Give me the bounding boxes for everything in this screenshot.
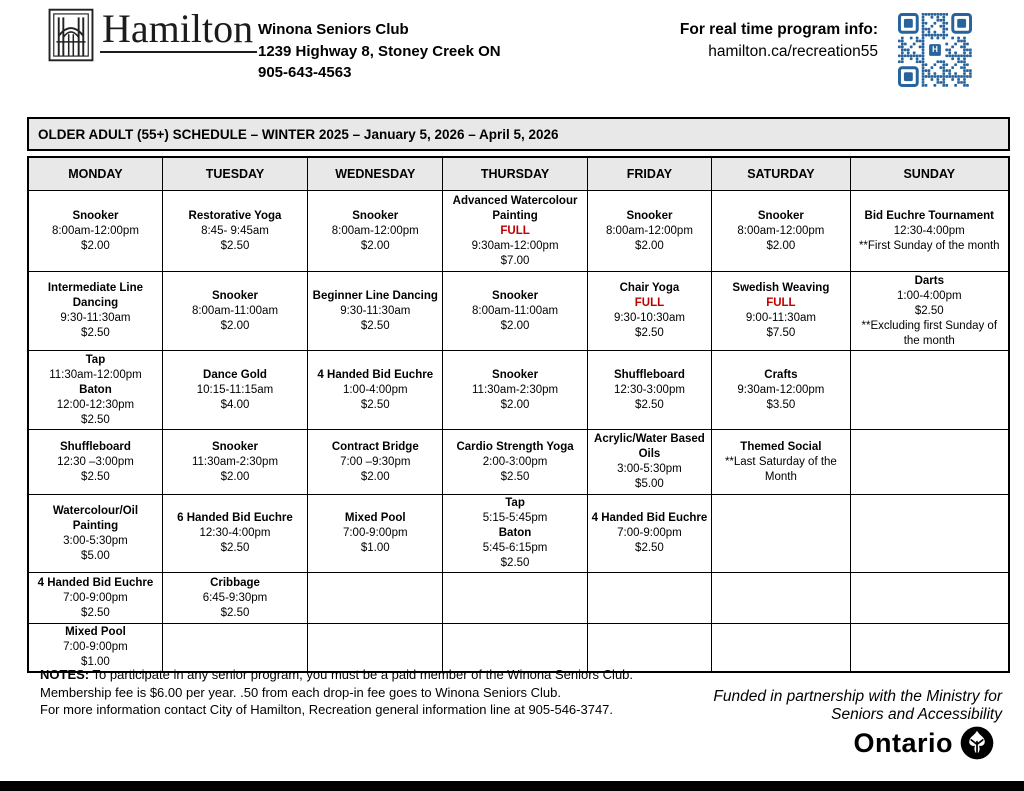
activity-price: $2.50 bbox=[81, 413, 110, 426]
schedule-cell-monday-3 bbox=[28, 351, 162, 430]
activity-price: $2.00 bbox=[766, 239, 796, 252]
schedule-cell-saturday-2 bbox=[712, 272, 850, 351]
schedule-cell-wednesday-1 bbox=[308, 191, 443, 272]
schedule-row-1 bbox=[28, 191, 1009, 272]
qr-code-icon bbox=[898, 13, 972, 87]
activity-time: 8:00am-11:00am bbox=[191, 304, 279, 317]
schedule-title: OLDER ADULT (55+) SCHEDULE – WINTER 2025 – January 5, 2026 – April 5, 2026 bbox=[27, 117, 1010, 151]
activity-time: 12:30 –3:00pm bbox=[57, 455, 134, 468]
activity-name: Intermediate Line Dancing bbox=[47, 282, 144, 309]
schedule-cell-wednesday-3 bbox=[308, 351, 443, 430]
activity-time: 5:15-5:45pm bbox=[482, 512, 548, 524]
activity-name: Snooker bbox=[211, 289, 258, 302]
day-header-wednesday: WEDNESDAY bbox=[308, 157, 443, 191]
schedule-cell-saturday-4 bbox=[712, 430, 850, 495]
activity-price: $5.00 bbox=[81, 549, 110, 562]
activity-time: 12:30-3:00pm bbox=[613, 383, 685, 396]
activity-price: $2.50 bbox=[220, 239, 250, 252]
day-header-sunday: SUNDAY bbox=[850, 157, 1009, 191]
activity-price: $7.00 bbox=[500, 254, 530, 267]
schedule-cell-thursday-7 bbox=[443, 624, 587, 673]
activity-name: Chair Yoga bbox=[619, 282, 680, 294]
activity-name: Baton bbox=[79, 383, 112, 396]
activity-name: Snooker bbox=[352, 209, 399, 222]
schedule-cell-thursday-2 bbox=[443, 272, 587, 351]
activity-name: Snooker bbox=[492, 289, 539, 302]
day-header-friday: FRIDAY bbox=[587, 157, 712, 191]
activity-price: $2.50 bbox=[635, 542, 664, 554]
schedule-cell-tuesday-4 bbox=[162, 430, 307, 495]
page-bottom-bar bbox=[0, 781, 1024, 791]
schedule-cell-tuesday-6 bbox=[162, 573, 307, 624]
activity-price: $1.00 bbox=[81, 656, 110, 668]
schedule-cell-friday-4 bbox=[587, 430, 712, 495]
activity-name: 4 Handed Bid Euchre bbox=[591, 512, 708, 524]
activity-time: 7:00-9:00pm bbox=[63, 591, 128, 604]
notes-block bbox=[40, 666, 685, 719]
club-phone: 905-643-4563 bbox=[258, 64, 352, 81]
full-badge: FULL bbox=[634, 297, 665, 309]
schedule-cell-monday-1 bbox=[28, 191, 162, 272]
activity-time: 8:00am-12:00pm bbox=[51, 224, 139, 237]
schedule-row-4 bbox=[28, 430, 1009, 495]
activity-price: $2.50 bbox=[81, 606, 110, 619]
activity-price: $2.50 bbox=[914, 304, 944, 317]
funded-line-2: Seniors and Accessibility bbox=[831, 705, 1002, 723]
schedule-cell-sunday-6 bbox=[850, 573, 1009, 624]
schedule-cell-wednesday-4 bbox=[308, 430, 443, 495]
activity-time: 11:30am-12:00pm bbox=[49, 368, 142, 381]
schedule-cell-friday-1 bbox=[587, 191, 712, 272]
activity-name: Acrylic/Water Based Oils bbox=[594, 433, 705, 460]
schedule-cell-tuesday-2 bbox=[162, 272, 307, 351]
activity-name: Tap bbox=[85, 353, 106, 366]
activity-time: 8:00am-12:00pm bbox=[331, 224, 419, 237]
activity-note: **Last Saturday of the Month bbox=[724, 455, 837, 483]
activity-note: **Excluding first Sunday of the month bbox=[861, 319, 998, 347]
notes-line-3: For more information contact City of Hamilton, Recreation general information line at 905-546-3747. bbox=[40, 702, 614, 717]
activity-name: 4 Handed Bid Euchre bbox=[317, 368, 434, 381]
activity-name: Snooker bbox=[757, 209, 804, 222]
schedule-row-7 bbox=[28, 624, 1009, 673]
activity-time: 9:30-11:30am bbox=[60, 312, 131, 324]
schedule-cell-thursday-5 bbox=[443, 495, 587, 573]
trillium-icon bbox=[960, 726, 994, 760]
schedule-cell-thursday-4 bbox=[443, 430, 587, 495]
activity-price: $2.50 bbox=[220, 542, 250, 554]
activity-name: Watercolour/Oil Painting bbox=[52, 504, 139, 532]
activity-time: 9:30-11:30am bbox=[340, 304, 411, 317]
schedule-cell-wednesday-6 bbox=[308, 573, 443, 624]
activity-price: $2.00 bbox=[81, 239, 110, 252]
full-badge: FULL bbox=[500, 224, 530, 237]
schedule-cell-saturday-6 bbox=[712, 573, 850, 624]
activity-name: Crafts bbox=[764, 368, 798, 381]
ontario-logo bbox=[853, 726, 994, 760]
club-name: Winona Seniors Club bbox=[258, 21, 409, 38]
day-header-thursday: THURSDAY bbox=[443, 157, 587, 191]
activity-name: Mixed Pool bbox=[65, 626, 126, 638]
schedule-cell-monday-6 bbox=[28, 573, 162, 624]
activity-name: 6 Handed Bid Euchre bbox=[177, 512, 293, 524]
schedule-cell-tuesday-7 bbox=[162, 624, 307, 673]
activity-name: Snooker bbox=[492, 368, 539, 381]
activity-time: 2:00-3:00pm bbox=[482, 455, 548, 468]
schedule-cell-wednesday-5 bbox=[308, 495, 443, 573]
full-badge: FULL bbox=[766, 297, 796, 309]
activity-name: Darts bbox=[914, 274, 944, 287]
activity-price: $2.50 bbox=[500, 470, 530, 483]
schedule-row-5 bbox=[28, 495, 1009, 573]
activity-time: 8:00am-11:00am bbox=[472, 304, 559, 317]
schedule-cell-sunday-1 bbox=[850, 191, 1009, 272]
day-header-tuesday: TUESDAY bbox=[162, 157, 307, 191]
activity-name: Beginner Line Dancing bbox=[312, 289, 438, 302]
activity-name: Tap bbox=[505, 497, 525, 509]
activity-name: Shuffleboard bbox=[59, 440, 131, 453]
activity-price: $2.50 bbox=[81, 327, 110, 339]
activity-name: Cribbage bbox=[210, 576, 260, 589]
activity-name: Cardio Strength Yoga bbox=[456, 440, 574, 453]
schedule-cell-monday-5 bbox=[28, 495, 162, 573]
schedule-cell-saturday-5 bbox=[712, 495, 850, 573]
activity-time: 11:30am-2:30pm bbox=[472, 383, 559, 396]
activity-price: $4.00 bbox=[220, 398, 250, 411]
schedule-cell-wednesday-2 bbox=[308, 272, 443, 351]
activity-time: 5:45-6:15pm bbox=[482, 542, 548, 554]
activity-time: 8:00am-12:00pm bbox=[737, 224, 825, 237]
activity-name: Themed Social bbox=[740, 440, 822, 453]
activity-price: $2.00 bbox=[500, 398, 530, 411]
funded-partnership-text bbox=[713, 688, 1002, 723]
activity-name: Snooker bbox=[211, 440, 258, 453]
activity-price: $2.00 bbox=[360, 239, 390, 252]
schedule-cell-sunday-7 bbox=[850, 624, 1009, 673]
schedule-cell-monday-4 bbox=[28, 430, 162, 495]
activity-price: $2.50 bbox=[635, 398, 664, 411]
activity-time: 10:15-11:15am bbox=[196, 383, 274, 396]
activity-name: Advanced Watercolour Painting bbox=[452, 194, 578, 222]
activity-price: $5.00 bbox=[635, 478, 664, 490]
activity-price: $2.00 bbox=[220, 319, 250, 332]
schedule-cell-friday-5 bbox=[587, 495, 712, 573]
activity-time: 9:30am-12:00pm bbox=[471, 239, 559, 252]
program-info-label: For real time program info: bbox=[679, 21, 878, 38]
schedule-row-3 bbox=[28, 351, 1009, 430]
activity-time: 7:00-9:00pm bbox=[63, 641, 128, 653]
schedule-cell-sunday-5 bbox=[850, 495, 1009, 573]
activity-time: 12:30-4:00pm bbox=[199, 527, 271, 539]
schedule-cell-sunday-2 bbox=[850, 272, 1009, 351]
club-street-address: 1239 Highway 8, Stoney Creek ON bbox=[258, 42, 501, 60]
hamilton-city-logo-icon bbox=[48, 8, 94, 62]
activity-time: 12:30-4:00pm bbox=[893, 224, 965, 237]
schedule-table bbox=[27, 156, 1010, 673]
schedule-cell-thursday-1 bbox=[443, 191, 587, 272]
activity-price: $2.00 bbox=[220, 470, 250, 483]
activity-time: 1:00-4:00pm bbox=[342, 383, 408, 396]
activity-name: Contract Bridge bbox=[331, 440, 419, 453]
activity-price: $2.00 bbox=[635, 239, 664, 252]
schedule-cell-friday-6 bbox=[587, 573, 712, 624]
activity-time: 8:00am-12:00pm bbox=[605, 224, 693, 237]
activity-name: Mixed Pool bbox=[344, 512, 406, 524]
activity-time: 12:00-12:30pm bbox=[56, 398, 135, 411]
schedule-cell-monday-2 bbox=[28, 272, 162, 351]
schedule-cell-sunday-4 bbox=[850, 430, 1009, 495]
activity-price: $2.50 bbox=[360, 398, 390, 411]
schedule-cell-tuesday-3 bbox=[162, 351, 307, 430]
activity-note: **First Sunday of the month bbox=[858, 239, 1000, 252]
schedule-row-6 bbox=[28, 573, 1009, 624]
schedule-cell-friday-3 bbox=[587, 351, 712, 430]
activity-price: $3.50 bbox=[766, 398, 796, 411]
activity-time: 1:00-4:00pm bbox=[896, 289, 962, 302]
notes-label: NOTES: bbox=[40, 667, 90, 682]
schedule-cell-saturday-1 bbox=[712, 191, 850, 272]
day-header-saturday: SATURDAY bbox=[712, 157, 850, 191]
activity-name: Snooker bbox=[626, 209, 673, 222]
activity-name: Snooker bbox=[72, 209, 119, 222]
activity-time: 7:00-9:00pm bbox=[342, 527, 408, 539]
activity-time: 9:30am-12:00pm bbox=[737, 383, 825, 396]
schedule-cell-saturday-7 bbox=[712, 624, 850, 673]
schedule-cell-wednesday-7 bbox=[308, 624, 443, 673]
schedule-cell-sunday-3 bbox=[850, 351, 1009, 430]
day-header-monday: MONDAY bbox=[28, 157, 162, 191]
program-info-url: hamilton.ca/recreation55 bbox=[708, 43, 878, 60]
notes-line-1 bbox=[40, 666, 685, 684]
hamilton-wordmark: Hamilton bbox=[100, 8, 257, 53]
activity-time: 3:00-5:30pm bbox=[617, 463, 682, 475]
activity-price: $2.50 bbox=[635, 327, 664, 339]
activity-price: $2.50 bbox=[81, 470, 110, 483]
club-address-block bbox=[258, 19, 501, 84]
activity-price: $7.50 bbox=[766, 327, 796, 339]
activity-time: 9:30-10:30am bbox=[613, 312, 685, 324]
schedule-row-2 bbox=[28, 272, 1009, 351]
schedule-cell-tuesday-1 bbox=[162, 191, 307, 272]
schedule-cell-friday-7 bbox=[587, 624, 712, 673]
activity-price: $1.00 bbox=[360, 542, 390, 554]
activity-price: $2.50 bbox=[220, 606, 250, 619]
activity-price: $2.00 bbox=[500, 319, 530, 332]
activity-name: Baton bbox=[498, 527, 532, 539]
activity-name: 4 Handed Bid Euchre bbox=[37, 576, 154, 589]
activity-time: 8:45- 9:45am bbox=[201, 224, 269, 237]
notes-line-2: Membership fee is $6.00 per year. .50 from each drop-in fee goes to Winona Seniors Club. bbox=[40, 684, 562, 700]
schedule-cell-friday-2 bbox=[587, 272, 712, 351]
activity-price: $2.50 bbox=[360, 319, 390, 332]
svg-text:H: H bbox=[932, 44, 938, 54]
activity-time: 6:45-9:30pm bbox=[202, 591, 268, 604]
activity-name: Restorative Yoga bbox=[188, 209, 282, 222]
activity-name: Bid Euchre Tournament bbox=[864, 209, 995, 222]
program-info-block bbox=[680, 19, 878, 63]
activity-name: Dance Gold bbox=[203, 368, 267, 381]
schedule-cell-saturday-3 bbox=[712, 351, 850, 430]
schedule-cell-thursday-3 bbox=[443, 351, 587, 430]
activity-time: 7:00-9:00pm bbox=[617, 527, 682, 539]
activity-price: $2.50 bbox=[500, 557, 530, 569]
activity-price: $2.00 bbox=[360, 470, 390, 483]
schedule-cell-monday-7 bbox=[28, 624, 162, 673]
activity-time: 3:00-5:30pm bbox=[63, 534, 128, 547]
notes-text-1: To participate in any senior program, you must be a paid member of the Winona Seniors Club. bbox=[92, 667, 634, 682]
activity-time: 11:30am-2:30pm bbox=[191, 455, 279, 468]
activity-name: Swedish Weaving bbox=[732, 282, 830, 294]
activity-time: 7:00 –9:30pm bbox=[340, 455, 411, 468]
schedule-cell-thursday-6 bbox=[443, 573, 587, 624]
ontario-wordmark: Ontario bbox=[853, 727, 953, 758]
activity-time: 9:00-11:30am bbox=[745, 312, 816, 324]
activity-name: Shuffleboard bbox=[613, 368, 685, 381]
funded-line-1: Funded in partnership with the Ministry for bbox=[713, 688, 1002, 705]
schedule-cell-tuesday-5 bbox=[162, 495, 307, 573]
